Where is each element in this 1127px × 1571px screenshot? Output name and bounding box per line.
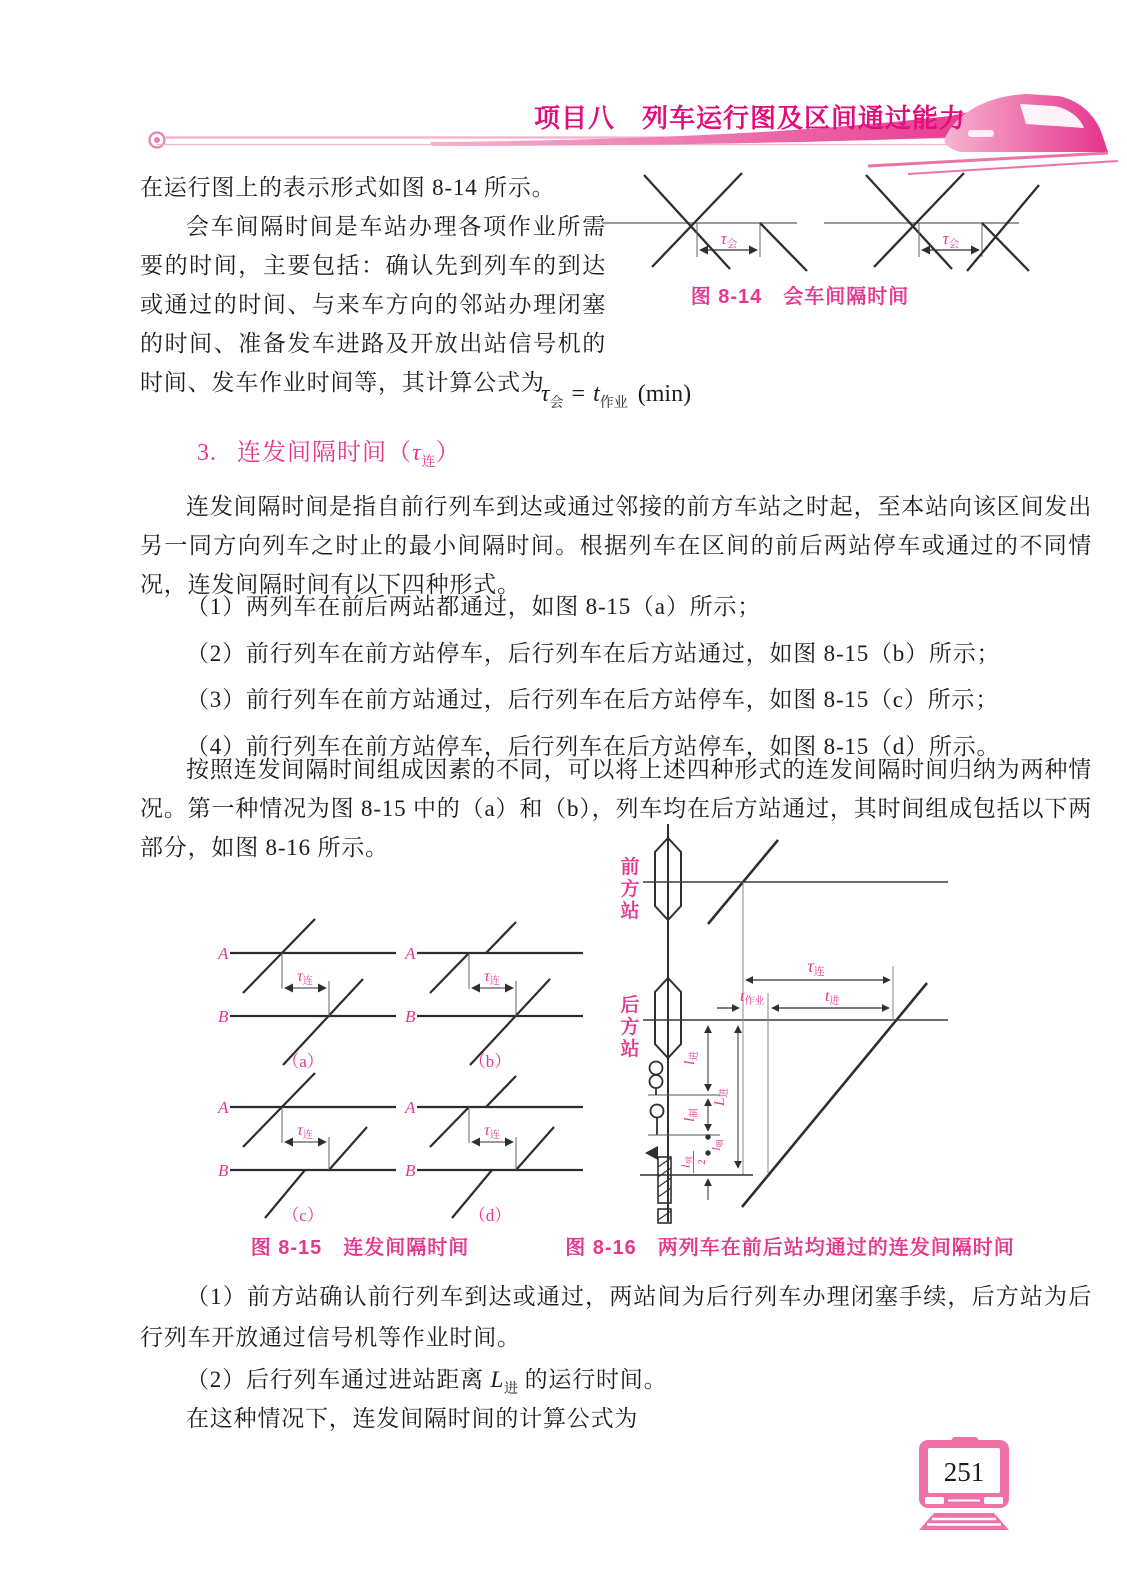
component-item-2: （2）后行列车通过进站距离 $L_进$ 的运行时间。 bbox=[186, 1367, 668, 1397]
tau-meet-label: τ会 bbox=[942, 229, 960, 250]
station-b-label: B bbox=[218, 1161, 229, 1180]
home-signal-icon bbox=[651, 1105, 664, 1118]
case-item-2: （2）前行列车在前方站停车，后行列车在后方站通过，如图 8-15（b）所示； bbox=[186, 640, 1001, 666]
page-number: 251 bbox=[943, 1457, 985, 1487]
station-a-label: A bbox=[218, 1098, 229, 1117]
tau-lian-label: τ连 bbox=[297, 968, 313, 987]
rear-station-label: 后方站 bbox=[620, 995, 640, 1060]
subfigure-label-d: （d） bbox=[468, 1206, 512, 1225]
intro-line: 在运行图上的表示形式如图 8-14 所示。 bbox=[140, 175, 556, 200]
meet-interval-paragraph: 会车间隔时间是车站办理各项作业所需要的时间，主要包括：确认先到列车的到达或通过的时间、与来车方向的邻站办理闭塞的时间、准备发车进路及开放出站信号机的时间、发车作业时间等，其计算公式为 bbox=[140, 214, 606, 395]
cases-list bbox=[140, 584, 1092, 770]
station-b-label: B bbox=[218, 1007, 229, 1026]
fouling-post-icon bbox=[645, 1146, 658, 1160]
tau-lian-label: τ连 bbox=[297, 1122, 313, 1141]
l-zhi-label: l制 bbox=[682, 1108, 700, 1122]
station-b-label: B bbox=[405, 1007, 416, 1026]
tau-lian-label: τ连 bbox=[484, 1122, 500, 1141]
svg-text:2: 2 bbox=[696, 1159, 708, 1165]
figure-8-15c bbox=[215, 1077, 400, 1227]
figure-8-16-caption: 图 8-16 两列车在前后站均通过的连发间隔时间 bbox=[565, 1237, 1015, 1259]
figure-8-15a bbox=[215, 923, 400, 1073]
section-heading: 3. 连发间隔时间$(\tau_连)$ bbox=[197, 440, 461, 470]
figure-8-15b bbox=[402, 923, 587, 1073]
L-jin-label: L进 bbox=[712, 1088, 730, 1106]
station-track-schematic bbox=[645, 824, 681, 1223]
t-jin-label: t进 bbox=[825, 988, 840, 1007]
tau-lian-label: τ连 bbox=[807, 956, 825, 978]
l-lie-half-label bbox=[678, 1151, 708, 1173]
meet-diagram-right bbox=[824, 173, 1039, 271]
subfigure-label-a: （a） bbox=[282, 1052, 324, 1071]
definition-paragraph: 连发间隔时间是指自前行列车到达或通过邻接的前方车站之时起，至本站向该区间发出另一同方向列车之时止的最小间隔时间。根据列车在区间的前后两站停车或通过的不同情况，连发间隔时间有以下四种形式。 bbox=[140, 494, 1092, 597]
page-number-badge bbox=[912, 1437, 1022, 1537]
t-zuoye-label: t作业 bbox=[740, 988, 765, 1007]
tau-lian-label: τ连 bbox=[484, 968, 500, 987]
subfigure-label-b: （b） bbox=[468, 1052, 512, 1071]
figure-8-15d bbox=[402, 1077, 587, 1227]
front-station-label: 前方站 bbox=[620, 857, 640, 922]
meet-diagram-left bbox=[602, 173, 807, 271]
station-a-label: A bbox=[405, 1098, 416, 1117]
svg-text:l列: l列 bbox=[678, 1155, 695, 1169]
station-a-label: A bbox=[218, 944, 229, 963]
station-a-label: A bbox=[405, 944, 416, 963]
case-item-3: （3）前行列车在前方站通过，后行列车在后方站停车，如图 8-15（c）所示； bbox=[186, 687, 1000, 712]
tau-meet-label: τ会 bbox=[720, 229, 738, 250]
closing-line: 在这种情况下，连发间隔时间的计算公式为 bbox=[186, 1406, 639, 1431]
l-yan-label: l咽 bbox=[709, 1139, 725, 1151]
figure-8-14-caption: 图 8-14 会车间隔时间 bbox=[690, 286, 910, 308]
case-item-4: （4）前行列车在前方站停车，后行列车在后方站停车，如图 8-15（d）所示。 bbox=[186, 733, 1001, 759]
figure-8-14 bbox=[592, 165, 1072, 277]
component-item-1: （1）前方站确认前行列车到达或通过，两站间为后行列车办理闭塞手续，后方站为后行列车开放通过信号机等作业时间。 bbox=[140, 1284, 1092, 1350]
figure-8-16 bbox=[590, 810, 1070, 1225]
formula-meet-interval: $\tau_会 = t_{作业}$ (min) bbox=[540, 381, 692, 411]
figure-8-15-caption: 图 8-15 连发间隔时间 bbox=[250, 1237, 470, 1259]
subfigure-label-c: （c） bbox=[282, 1206, 324, 1225]
distant-signal-icon bbox=[650, 1062, 663, 1075]
l-jin-label: l进 bbox=[682, 1051, 700, 1065]
following-train-path bbox=[742, 983, 927, 1207]
grouping-paragraph: 按照连发间隔时间组成因素的不同，可以将上述四种形式的连发间隔时间归纳为两种情况。第一种情况为图 8-15 中的（a）和（b），列车均在后方站通过，其时间组成包括以下两部分，如图 8-16 所示。 bbox=[140, 757, 1092, 860]
intro-paragraphs bbox=[140, 168, 606, 402]
case-item-1: （1）两列车在前后两站都通过，如图 8-15（a）所示； bbox=[186, 594, 762, 619]
station-b-label: B bbox=[405, 1161, 416, 1180]
chapter-title: 项目八 列车运行图及区间通过能力 bbox=[533, 103, 966, 133]
